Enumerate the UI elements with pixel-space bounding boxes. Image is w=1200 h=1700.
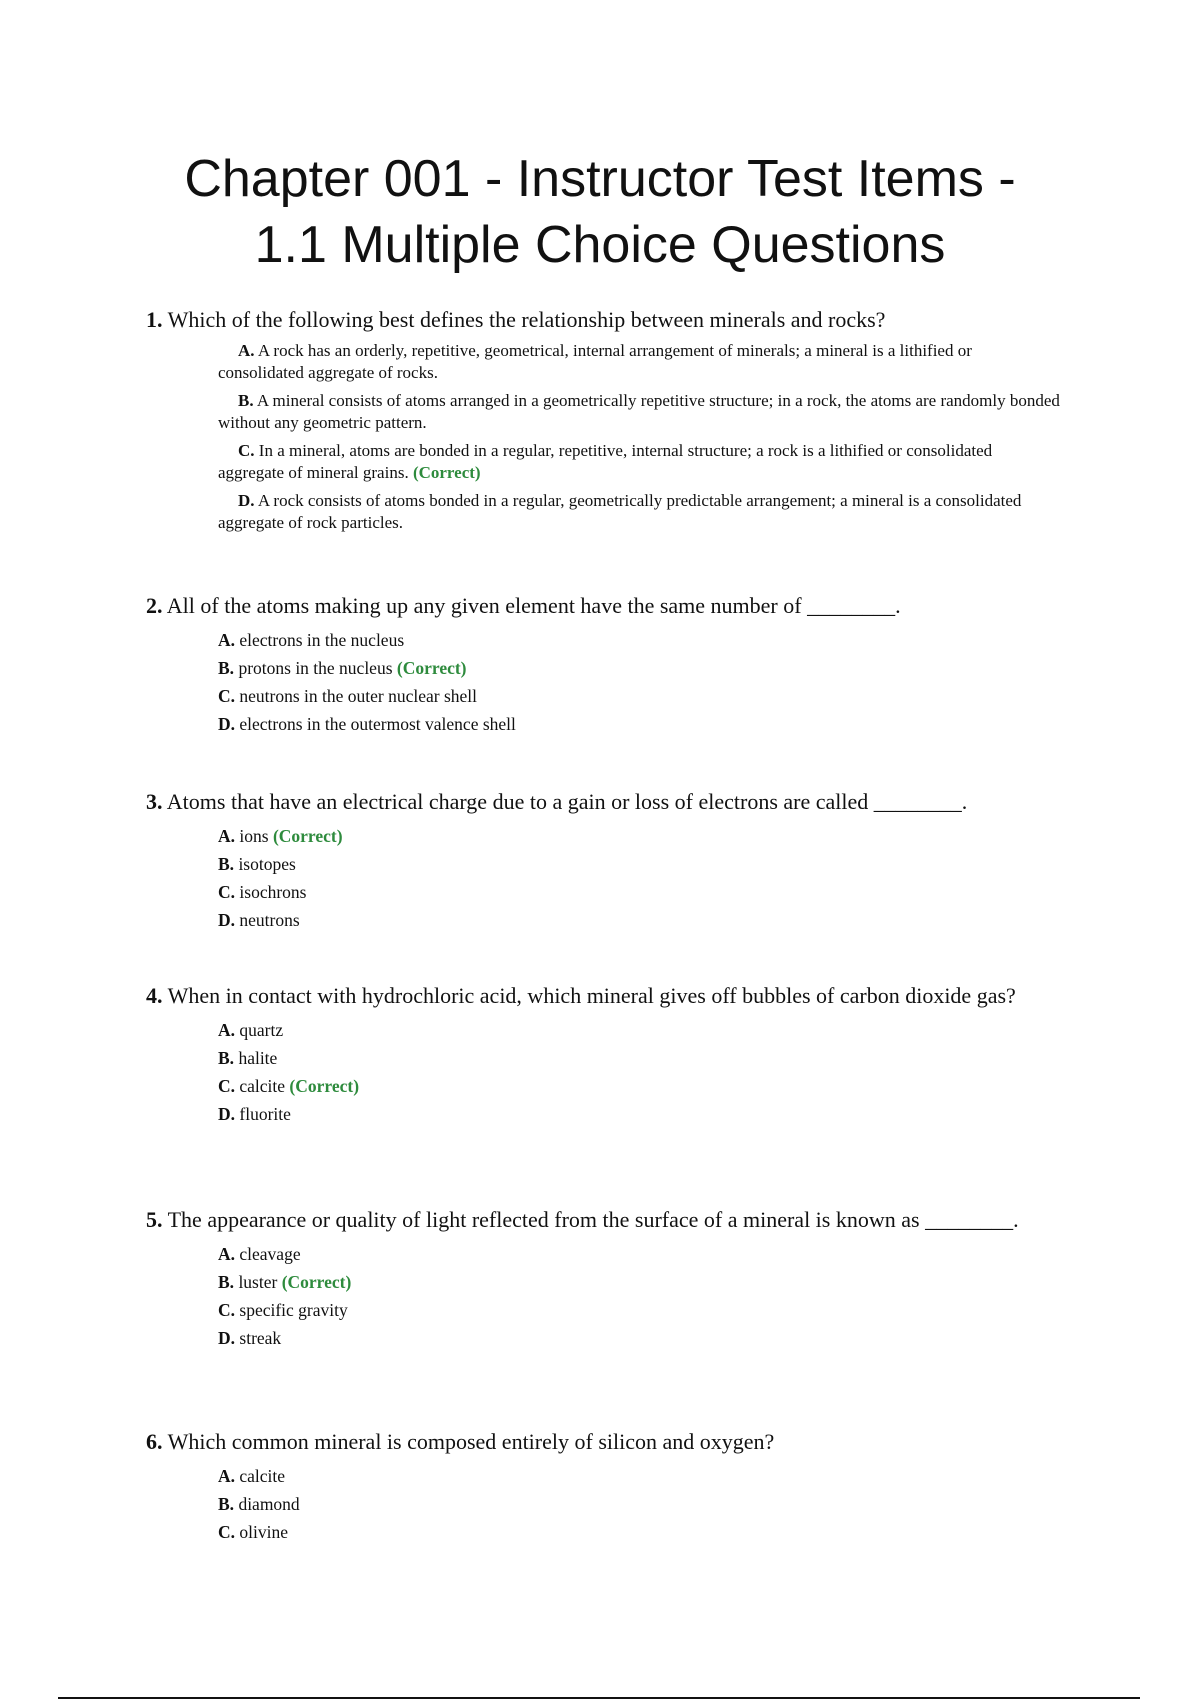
option-c	[218, 682, 1062, 710]
option-list	[218, 1240, 1062, 1352]
option-letter: C.	[218, 882, 236, 902]
option-letter: A.	[238, 341, 255, 360]
question-number: 6.	[146, 1429, 163, 1454]
question-text: Which common mineral is composed entirely of silicon and oxygen?	[167, 1429, 775, 1454]
option-b	[218, 390, 1062, 434]
question-6	[146, 1428, 1062, 1546]
option-letter: A.	[218, 1020, 236, 1040]
option-text: electrons in the outermost valence shell	[239, 714, 516, 734]
option-text: neutrons	[239, 910, 300, 930]
option-text: fluorite	[239, 1104, 291, 1124]
option-list	[218, 1016, 1062, 1128]
option-letter: A.	[218, 826, 236, 846]
option-letter: A.	[218, 1244, 236, 1264]
question-stem	[146, 592, 1062, 620]
option-d	[218, 710, 1062, 738]
option-text: quartz	[239, 1020, 284, 1040]
option-b	[218, 1044, 1062, 1072]
option-a	[218, 1240, 1062, 1268]
option-text: A rock consists of atoms bonded in a regular, geometrically predictable arrangement; a mineral is a consolidated aggregate of rock particles.	[218, 491, 1022, 532]
option-list	[218, 626, 1062, 738]
option-letter: C.	[238, 441, 255, 460]
question-number: 3.	[146, 789, 163, 814]
option-text: A mineral consists of atoms arranged in a geometrically repetitive structure; in a rock, the atoms are randomly bonded without any geometric pattern.	[218, 391, 1060, 432]
option-a	[218, 1462, 1062, 1490]
option-text: A rock has an orderly, repetitive, geometrical, internal arrangement of minerals; a mineral is a lithified or consolidated aggregate of rocks.	[218, 341, 972, 382]
option-text: protons in the nucleus	[238, 658, 393, 678]
option-text: streak	[239, 1328, 282, 1348]
question-text: All of the atoms making up any given element have the same number of ________.	[166, 593, 901, 618]
question-number: 2.	[146, 593, 163, 618]
option-c	[218, 1518, 1062, 1546]
option-text: specific gravity	[239, 1300, 348, 1320]
question-2	[146, 592, 1062, 738]
option-letter: D.	[218, 910, 236, 930]
option-text: isochrons	[239, 882, 307, 902]
option-letter: C.	[218, 1076, 236, 1096]
option-text: halite	[238, 1048, 278, 1068]
question-stem	[146, 306, 1062, 334]
option-text: luster	[238, 1272, 278, 1292]
question-5	[146, 1206, 1062, 1352]
question-number: 1.	[146, 307, 163, 332]
option-a	[218, 340, 1062, 384]
option-c	[218, 1072, 1062, 1100]
option-text: olivine	[239, 1522, 288, 1542]
correct-marker: (Correct)	[272, 826, 343, 846]
option-d	[218, 1324, 1062, 1352]
question-number: 5.	[146, 1207, 163, 1232]
option-b	[218, 1268, 1062, 1296]
page-title-line-1: Chapter 001 - Instructor Test Items -	[184, 150, 1016, 208]
option-a	[218, 626, 1062, 654]
correct-marker: (Correct)	[412, 463, 481, 482]
question-stem	[146, 982, 1062, 1010]
option-letter: B.	[218, 658, 235, 678]
option-b	[218, 1490, 1062, 1518]
option-letter: D.	[238, 491, 255, 510]
option-c	[218, 1296, 1062, 1324]
page-title-line-2: 1.1 Multiple Choice Questions	[254, 216, 946, 274]
option-d	[218, 490, 1062, 534]
option-letter: B.	[218, 1494, 235, 1514]
option-text: calcite	[239, 1076, 286, 1096]
option-letter: C.	[218, 1300, 236, 1320]
question-4	[146, 982, 1062, 1128]
option-d	[218, 1100, 1062, 1128]
option-letter: D.	[218, 1328, 236, 1348]
page-title	[120, 146, 1080, 278]
option-letter: B.	[218, 854, 235, 874]
option-d	[218, 906, 1062, 934]
option-b	[218, 654, 1062, 682]
option-c	[218, 440, 1062, 484]
question-stem	[146, 788, 1062, 816]
option-letter: D.	[218, 714, 236, 734]
option-a	[218, 822, 1062, 850]
option-text: cleavage	[239, 1244, 301, 1264]
question-stem	[146, 1206, 1062, 1234]
option-text: electrons in the nucleus	[239, 630, 405, 650]
question-text: When in contact with hydrochloric acid, which mineral gives off bubbles of carbon dioxide gas?	[167, 983, 1016, 1008]
option-text: isotopes	[238, 854, 296, 874]
option-letter: A.	[218, 1466, 236, 1486]
question-number: 4.	[146, 983, 163, 1008]
option-letter: C.	[218, 686, 236, 706]
option-text: calcite	[239, 1466, 286, 1486]
correct-marker: (Correct)	[281, 1272, 352, 1292]
option-letter: A.	[218, 630, 236, 650]
option-letter: D.	[218, 1104, 236, 1124]
option-text: neutrons in the outer nuclear shell	[239, 686, 478, 706]
option-text: In a mineral, atoms are bonded in a regular, repetitive, internal structure; a rock is a lithified or consolidated aggregate of mineral grains.	[218, 441, 993, 482]
question-text: Which of the following best defines the relationship between minerals and rocks?	[167, 307, 886, 332]
page-bottom-rule	[58, 1697, 1140, 1699]
question-1	[146, 306, 1062, 540]
question-3	[146, 788, 1062, 934]
question-stem	[146, 1428, 1062, 1456]
option-a	[218, 1016, 1062, 1044]
option-letter: B.	[218, 1048, 235, 1068]
correct-marker: (Correct)	[289, 1076, 360, 1096]
option-list	[218, 1462, 1062, 1546]
option-text: ions	[239, 826, 269, 846]
question-text: Atoms that have an electrical charge due to a gain or loss of electrons are called ________.	[166, 789, 968, 814]
option-letter: B.	[218, 1272, 235, 1292]
option-text: diamond	[238, 1494, 300, 1514]
option-c	[218, 878, 1062, 906]
correct-marker: (Correct)	[396, 658, 467, 678]
option-b	[218, 850, 1062, 878]
option-list	[218, 340, 1062, 534]
option-list	[218, 822, 1062, 934]
question-text: The appearance or quality of light reflected from the surface of a mineral is known as ________.	[167, 1207, 1019, 1232]
option-letter: C.	[218, 1522, 236, 1542]
option-letter: B.	[238, 391, 254, 410]
